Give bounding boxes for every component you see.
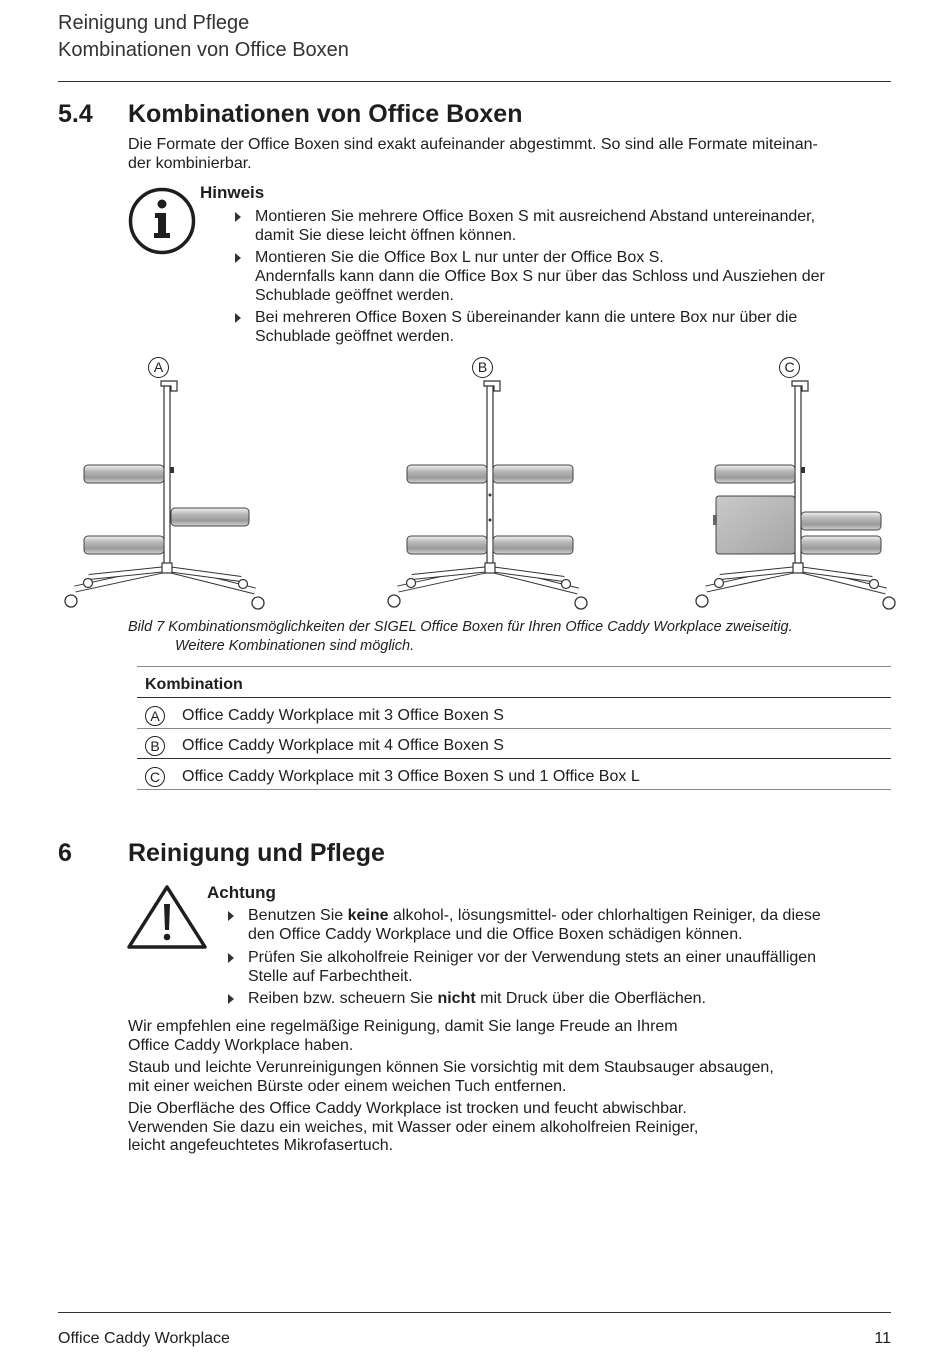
- info-icon: [128, 187, 196, 255]
- table-bottom-rule: [137, 789, 891, 790]
- bullet-emphasis: keine: [347, 907, 389, 924]
- section-number: 6: [58, 839, 72, 867]
- intro-line: Die Formate der Office Boxen sind exakt aufeinander abgestimmt. So sind alle Formate miteinan-: [128, 136, 818, 153]
- figure-label-c: C: [779, 357, 800, 378]
- figure-caption: [128, 618, 793, 655]
- bullet-line: Bei mehreren Office Boxen S übereinander kann die untere Box nur über die: [255, 309, 798, 326]
- bullet-line: [248, 907, 821, 926]
- paragraph-line: mit einer weichen Bürste oder einem weichen Tuch entfernen.: [128, 1077, 567, 1095]
- bullet-text: alkohol-, lösungsmittel- oder chlorhaltigen Reiniger, da diese: [388, 907, 821, 924]
- bullet-line: den Office Caddy Workplace und die Office Boxen schädigen können.: [248, 925, 743, 943]
- row-text: Office Caddy Workplace mit 3 Office Boxen S: [182, 707, 504, 724]
- section-number: 5.4: [58, 100, 93, 128]
- bullet-emphasis: nicht: [437, 990, 476, 1007]
- bullet-text: Reiben bzw. scheuern Sie: [248, 990, 438, 1007]
- row-key-badge: A: [145, 706, 165, 726]
- paragraph-line: Verwenden Sie dazu ein weiches, mit Wasser oder einem alkoholfreien Reiniger,: [128, 1118, 699, 1136]
- bullet-line: Schublade geöffnet werden.: [255, 327, 454, 345]
- bullet-arrow-icon: [235, 212, 241, 222]
- bullet-line: Prüfen Sie alkoholfreie Reiniger vor der Verwendung stets an einer unauffälligen: [248, 949, 817, 966]
- warning-bullet: [248, 990, 706, 1009]
- bullet-arrow-icon: [228, 953, 234, 963]
- note-title: Hinweis: [200, 183, 265, 202]
- bullet-line: Andernfalls kann dann die Office Box S nur über das Schloss und Ausziehen der: [255, 267, 825, 285]
- note-bullet: [255, 208, 815, 246]
- bullet-line: [248, 990, 706, 1009]
- page-number: 11: [874, 1330, 891, 1347]
- bullet-arrow-icon: [228, 911, 234, 921]
- bullet-arrow-icon: [228, 994, 234, 1004]
- warning-bullet: [248, 949, 816, 987]
- bullet-line: Montieren Sie mehrere Office Boxen S mit ausreichend Abstand untereinander,: [255, 208, 816, 225]
- bullet-arrow-icon: [235, 313, 241, 323]
- caption-line: Weitere Kombinationen sind möglich.: [175, 637, 415, 654]
- warning-title: Achtung: [207, 883, 276, 902]
- table-row-rule: [137, 758, 891, 759]
- table-row-rule: [137, 728, 891, 729]
- paragraph-line: Office Caddy Workplace haben.: [128, 1036, 354, 1054]
- bullet-arrow-icon: [235, 253, 241, 263]
- table-top-rule: [137, 666, 891, 667]
- table-header: Kombination: [145, 676, 243, 693]
- note-bullet: [255, 249, 825, 305]
- bullet-text: mit Druck über die Oberflächen.: [475, 990, 706, 1007]
- warning-icon: [126, 884, 208, 950]
- caption-line: Bild 7 Kombinationsmöglichkeiten der SIGEL Office Boxen für Ihren Office Caddy Workplace zweiseitig.: [128, 619, 793, 635]
- note-bullet: [255, 309, 797, 347]
- paragraph-line: Staub und leichte Verunreinigungen können Sie vorsichtig mit dem Staubsauger absaugen,: [128, 1059, 774, 1076]
- bullet-line: Montieren Sie die Office Box L nur unter der Office Box S.: [255, 249, 664, 266]
- bullet-text: Benutzen Sie: [248, 907, 348, 924]
- bullet-line: Stelle auf Farbechtheit.: [248, 967, 413, 985]
- row-text: Office Caddy Workplace mit 3 Office Boxen S und 1 Office Box L: [182, 768, 640, 785]
- intro-line: der kombinierbar.: [128, 154, 252, 172]
- bullet-line: Schublade geöffnet werden.: [255, 286, 454, 304]
- footer-rule: [58, 1312, 891, 1313]
- section-title: Kombinationen von Office Boxen: [128, 100, 523, 128]
- running-header: [58, 10, 349, 64]
- section-title: Reinigung und Pflege: [128, 839, 385, 867]
- paragraph-line: Wir empfehlen eine regelmäßige Reinigung, damit Sie lange Freude an Ihrem: [128, 1018, 678, 1035]
- body-paragraph: [128, 1059, 774, 1096]
- paragraph-line: leicht angefeuchtetes Mikrofasertuch.: [128, 1137, 394, 1154]
- header-line-2: Kombinationen von Office Boxen: [58, 39, 349, 61]
- header-line-1: Reinigung und Pflege: [58, 12, 250, 34]
- row-text: Office Caddy Workplace mit 4 Office Boxen S: [182, 737, 504, 754]
- footer-title: Office Caddy Workplace: [58, 1330, 230, 1347]
- body-paragraph: [128, 1018, 678, 1055]
- row-key-badge: C: [145, 767, 165, 787]
- figure-label-b: B: [472, 357, 493, 378]
- figure-label-a: A: [148, 357, 169, 378]
- caddy-combinations-figure: [50, 375, 900, 615]
- paragraph-line: Die Oberfläche des Office Caddy Workplace ist trocken und feucht abwischbar.: [128, 1100, 687, 1117]
- body-paragraph: [128, 1100, 698, 1156]
- header-rule: [58, 81, 891, 82]
- row-key-badge: B: [145, 736, 165, 756]
- warning-bullet: [248, 907, 821, 945]
- intro-paragraph: [128, 136, 818, 173]
- bullet-line: damit Sie diese leicht öffnen können.: [255, 226, 517, 244]
- table-header-rule: [137, 697, 891, 698]
